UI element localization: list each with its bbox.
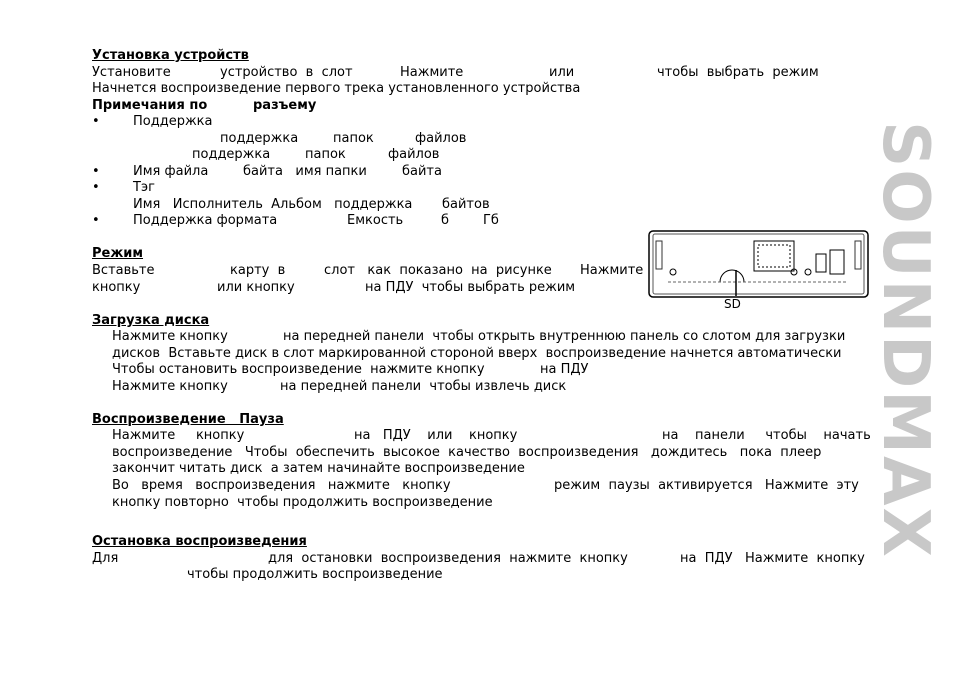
text: Во время воспроизведения нажмите кнопку — [112, 478, 451, 493]
section-title-stop: Остановка воспроизведения — [92, 534, 307, 549]
sd-label: SD — [724, 297, 741, 310]
text: Поддержка формата — [133, 213, 278, 228]
text: на передней панели чтобы открыть внутреннюю панель со слотом для загрузки — [283, 329, 846, 344]
text: кнопку — [92, 280, 141, 295]
text: на ПДУ или кнопку — [354, 428, 518, 443]
text: на ПДУ Нажмите кнопку — [680, 551, 865, 566]
text: устройство в слот — [220, 65, 353, 80]
text: папок — [305, 147, 346, 162]
bullet: • — [92, 180, 100, 195]
text: воспроизведение Чтобы обеспечить высокое качество воспроизведения дождитесь пока плеер — [112, 445, 822, 460]
text: папок — [333, 131, 374, 146]
text: чтобы выбрать режим — [657, 65, 819, 80]
text: дисков Вставьте диск в слот маркированной стороной вверх воспроизведение начнется автоматически — [112, 346, 842, 361]
text: для остановки воспроизведения нажмите кнопку — [268, 551, 628, 566]
notes-title: разъему — [253, 98, 317, 113]
text: файлов — [388, 147, 440, 162]
text: поддержка — [220, 131, 299, 146]
text: на ПДУ чтобы выбрать режим — [365, 280, 576, 295]
text: Тэг — [133, 180, 155, 195]
text: закончит читать диск а затем начинайте воспроизведение — [112, 461, 525, 476]
text: Нажмите кнопку — [112, 329, 228, 344]
section-title-install: Установка устройств — [92, 48, 249, 63]
section-title-disc-load: Загрузка диска — [92, 313, 210, 328]
text: Начнется воспроизведение первого трека установленного устройства — [92, 81, 581, 96]
bullet: • — [92, 114, 100, 129]
text: на ПДУ — [540, 362, 589, 377]
text: слот как показано на рисунке — [324, 263, 552, 278]
section-title-mode: Режим — [92, 246, 144, 261]
bullet: • — [92, 213, 100, 228]
text: чтобы продолжить воспроизведение — [187, 567, 443, 582]
text: байта имя папки — [243, 164, 367, 179]
text: файлов — [415, 131, 467, 146]
text: Нажмите кнопку — [112, 379, 228, 394]
text: Гб — [483, 213, 499, 228]
text: кнопку повторно чтобы продолжить воспроизведение — [112, 495, 493, 510]
text: Для — [92, 551, 119, 566]
text: на передней панели чтобы извлечь диск — [280, 379, 567, 394]
text: Поддержка — [133, 114, 213, 129]
notes-title: Примечания по — [92, 98, 208, 113]
text: Вставьте — [92, 263, 155, 278]
text: Нажмите — [580, 263, 644, 278]
brand-watermark: SOUNDMAX — [868, 121, 942, 559]
text: байта — [402, 164, 442, 179]
text: Емкость — [347, 213, 404, 228]
bullet: • — [92, 164, 100, 179]
sd-slot-figure — [648, 228, 870, 310]
text: карту в — [230, 263, 286, 278]
text: Имя файла — [133, 164, 209, 179]
text: или кнопку — [217, 280, 295, 295]
section-title-play-pause: Воспроизведение Пауза — [92, 412, 284, 427]
text: Нажмите — [400, 65, 464, 80]
text: Чтобы остановить воспроизведение нажмите кнопку — [112, 362, 485, 377]
text: режим паузы активируется Нажмите эту — [554, 478, 859, 493]
text: или — [549, 65, 575, 80]
text: Установите — [92, 65, 171, 80]
text: поддержка — [192, 147, 271, 162]
text: байтов — [442, 197, 490, 212]
text: Имя Исполнитель Альбом поддержка — [133, 197, 413, 212]
text: Нажмите кнопку — [112, 428, 245, 443]
text: б — [441, 213, 450, 228]
text: на панели чтобы начать — [662, 428, 871, 443]
